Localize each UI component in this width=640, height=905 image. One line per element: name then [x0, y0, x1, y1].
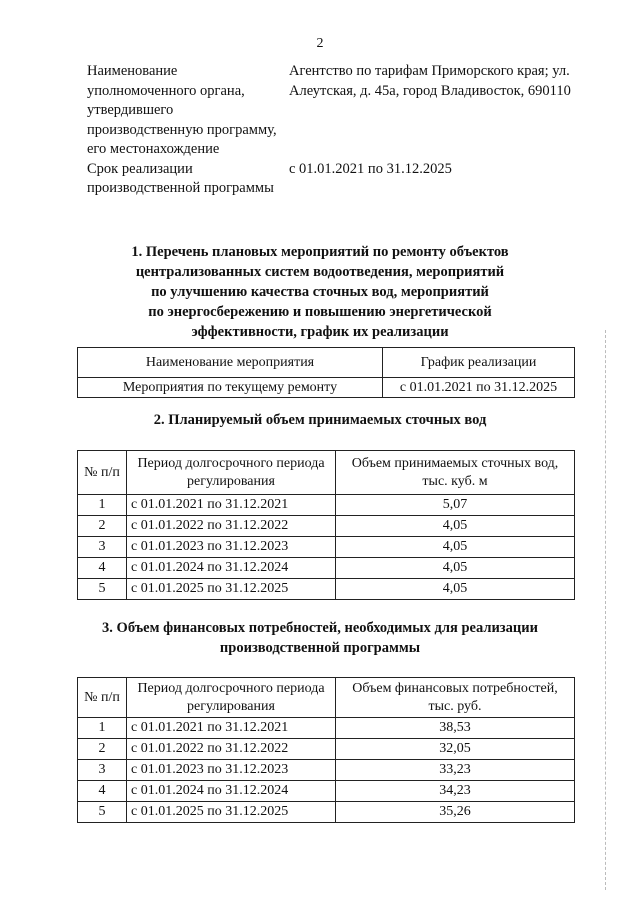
table-header-row [78, 678, 575, 718]
col-header-measure: Наименование мероприятия [78, 348, 383, 378]
cell-number: 4 [78, 558, 127, 579]
section1-title-line: по улучшению качества сточных вод, мероприятий [151, 284, 489, 300]
cell-finance: 33,23 [336, 760, 575, 781]
col-header-period: Период долгосрочного периода регулирования [127, 678, 336, 718]
cell-volume: 5,07 [336, 495, 575, 516]
scan-edge-line [605, 330, 606, 890]
table-row [78, 516, 575, 537]
section3-title-line: производственной программы [219, 640, 421, 656]
cell-period: с 01.01.2021 по 31.12.2021 [127, 495, 336, 516]
section3-table [77, 677, 575, 823]
table-header-row [78, 348, 575, 378]
info-block [87, 62, 587, 199]
cell-number: 1 [78, 718, 127, 739]
cell-number: 4 [78, 781, 127, 802]
table-row [78, 558, 575, 579]
section1-table [77, 347, 575, 398]
section1-title-line: эффективности, график их реализации [191, 324, 449, 340]
cell-measure: Мероприятия по текущему ремонту [78, 378, 383, 398]
cell-volume: 4,05 [336, 537, 575, 558]
cell-period: с 01.01.2024 по 31.12.2024 [127, 558, 336, 579]
table-row [78, 802, 575, 823]
cell-finance: 34,23 [336, 781, 575, 802]
cell-number: 3 [78, 760, 127, 781]
cell-volume: 4,05 [336, 558, 575, 579]
section3-title-line: 3. Объем финансовых потребностей, необходимых для реализации [102, 620, 538, 636]
cell-number: 1 [78, 495, 127, 516]
table-row [78, 378, 575, 398]
col-header-schedule: График реализации [383, 348, 575, 378]
table-row [78, 781, 575, 802]
table-row [78, 760, 575, 781]
col-header-period: Период долгосрочного периода регулирования [127, 451, 336, 495]
cell-period: с 01.01.2022 по 31.12.2022 [127, 739, 336, 760]
table-row [78, 495, 575, 516]
cell-period: с 01.01.2023 по 31.12.2023 [127, 760, 336, 781]
table-row [78, 718, 575, 739]
section3-title [0, 618, 640, 658]
table-row [78, 739, 575, 760]
section1-title-line: 1. Перечень плановых мероприятий по ремонту объектов [131, 244, 509, 260]
cell-finance: 38,53 [336, 718, 575, 739]
info-row-authority [87, 62, 587, 160]
table-row [78, 537, 575, 558]
info-value-authority: Агентство по тарифам Приморского края; ул. Алеутская, д. 45а, город Владивосток, 690110 [289, 63, 571, 99]
cell-volume: 4,05 [336, 516, 575, 537]
cell-finance: 35,26 [336, 802, 575, 823]
table-row [78, 579, 575, 600]
page-number: 2 [316, 36, 324, 51]
cell-finance: 32,05 [336, 739, 575, 760]
cell-period: с 01.01.2022 по 31.12.2022 [127, 516, 336, 537]
cell-period: с 01.01.2024 по 31.12.2024 [127, 781, 336, 802]
section1-title [0, 242, 640, 342]
col-header-finance: Объем финансовых потребностей, тыс. руб. [336, 678, 575, 718]
info-row-term [87, 160, 587, 199]
cell-period: с 01.01.2025 по 31.12.2025 [127, 579, 336, 600]
cell-volume: 4,05 [336, 579, 575, 600]
cell-number: 5 [78, 802, 127, 823]
info-label-authority: Наименование уполномоченного органа, утвердившего производственную программу, его местонахождение [87, 63, 277, 157]
section1-title-line: по энергосбережению и повышению энергетической [148, 304, 492, 320]
cell-period: с 01.01.2023 по 31.12.2023 [127, 537, 336, 558]
info-value-term: с 01.01.2021 по 31.12.2025 [289, 160, 452, 177]
table-header-row [78, 451, 575, 495]
cell-number: 2 [78, 739, 127, 760]
cell-schedule: с 01.01.2021 по 31.12.2025 [383, 378, 575, 398]
section1-title-line: централизованных систем водоотведения, мероприятий [135, 264, 505, 280]
info-label-term: Срок реализации производственной программы [87, 160, 274, 196]
cell-number: 2 [78, 516, 127, 537]
col-header-number: № п/п [78, 451, 127, 495]
col-header-volume: Объем принимаемых сточных вод, тыс. куб. м [336, 451, 575, 495]
cell-number: 5 [78, 579, 127, 600]
section2-table [77, 450, 575, 600]
cell-period: с 01.01.2021 по 31.12.2021 [127, 718, 336, 739]
cell-number: 3 [78, 537, 127, 558]
section2-title: 2. Планируемый объем принимаемых сточных вод [153, 412, 487, 428]
col-header-number: № п/п [78, 678, 127, 718]
cell-period: с 01.01.2025 по 31.12.2025 [127, 802, 336, 823]
